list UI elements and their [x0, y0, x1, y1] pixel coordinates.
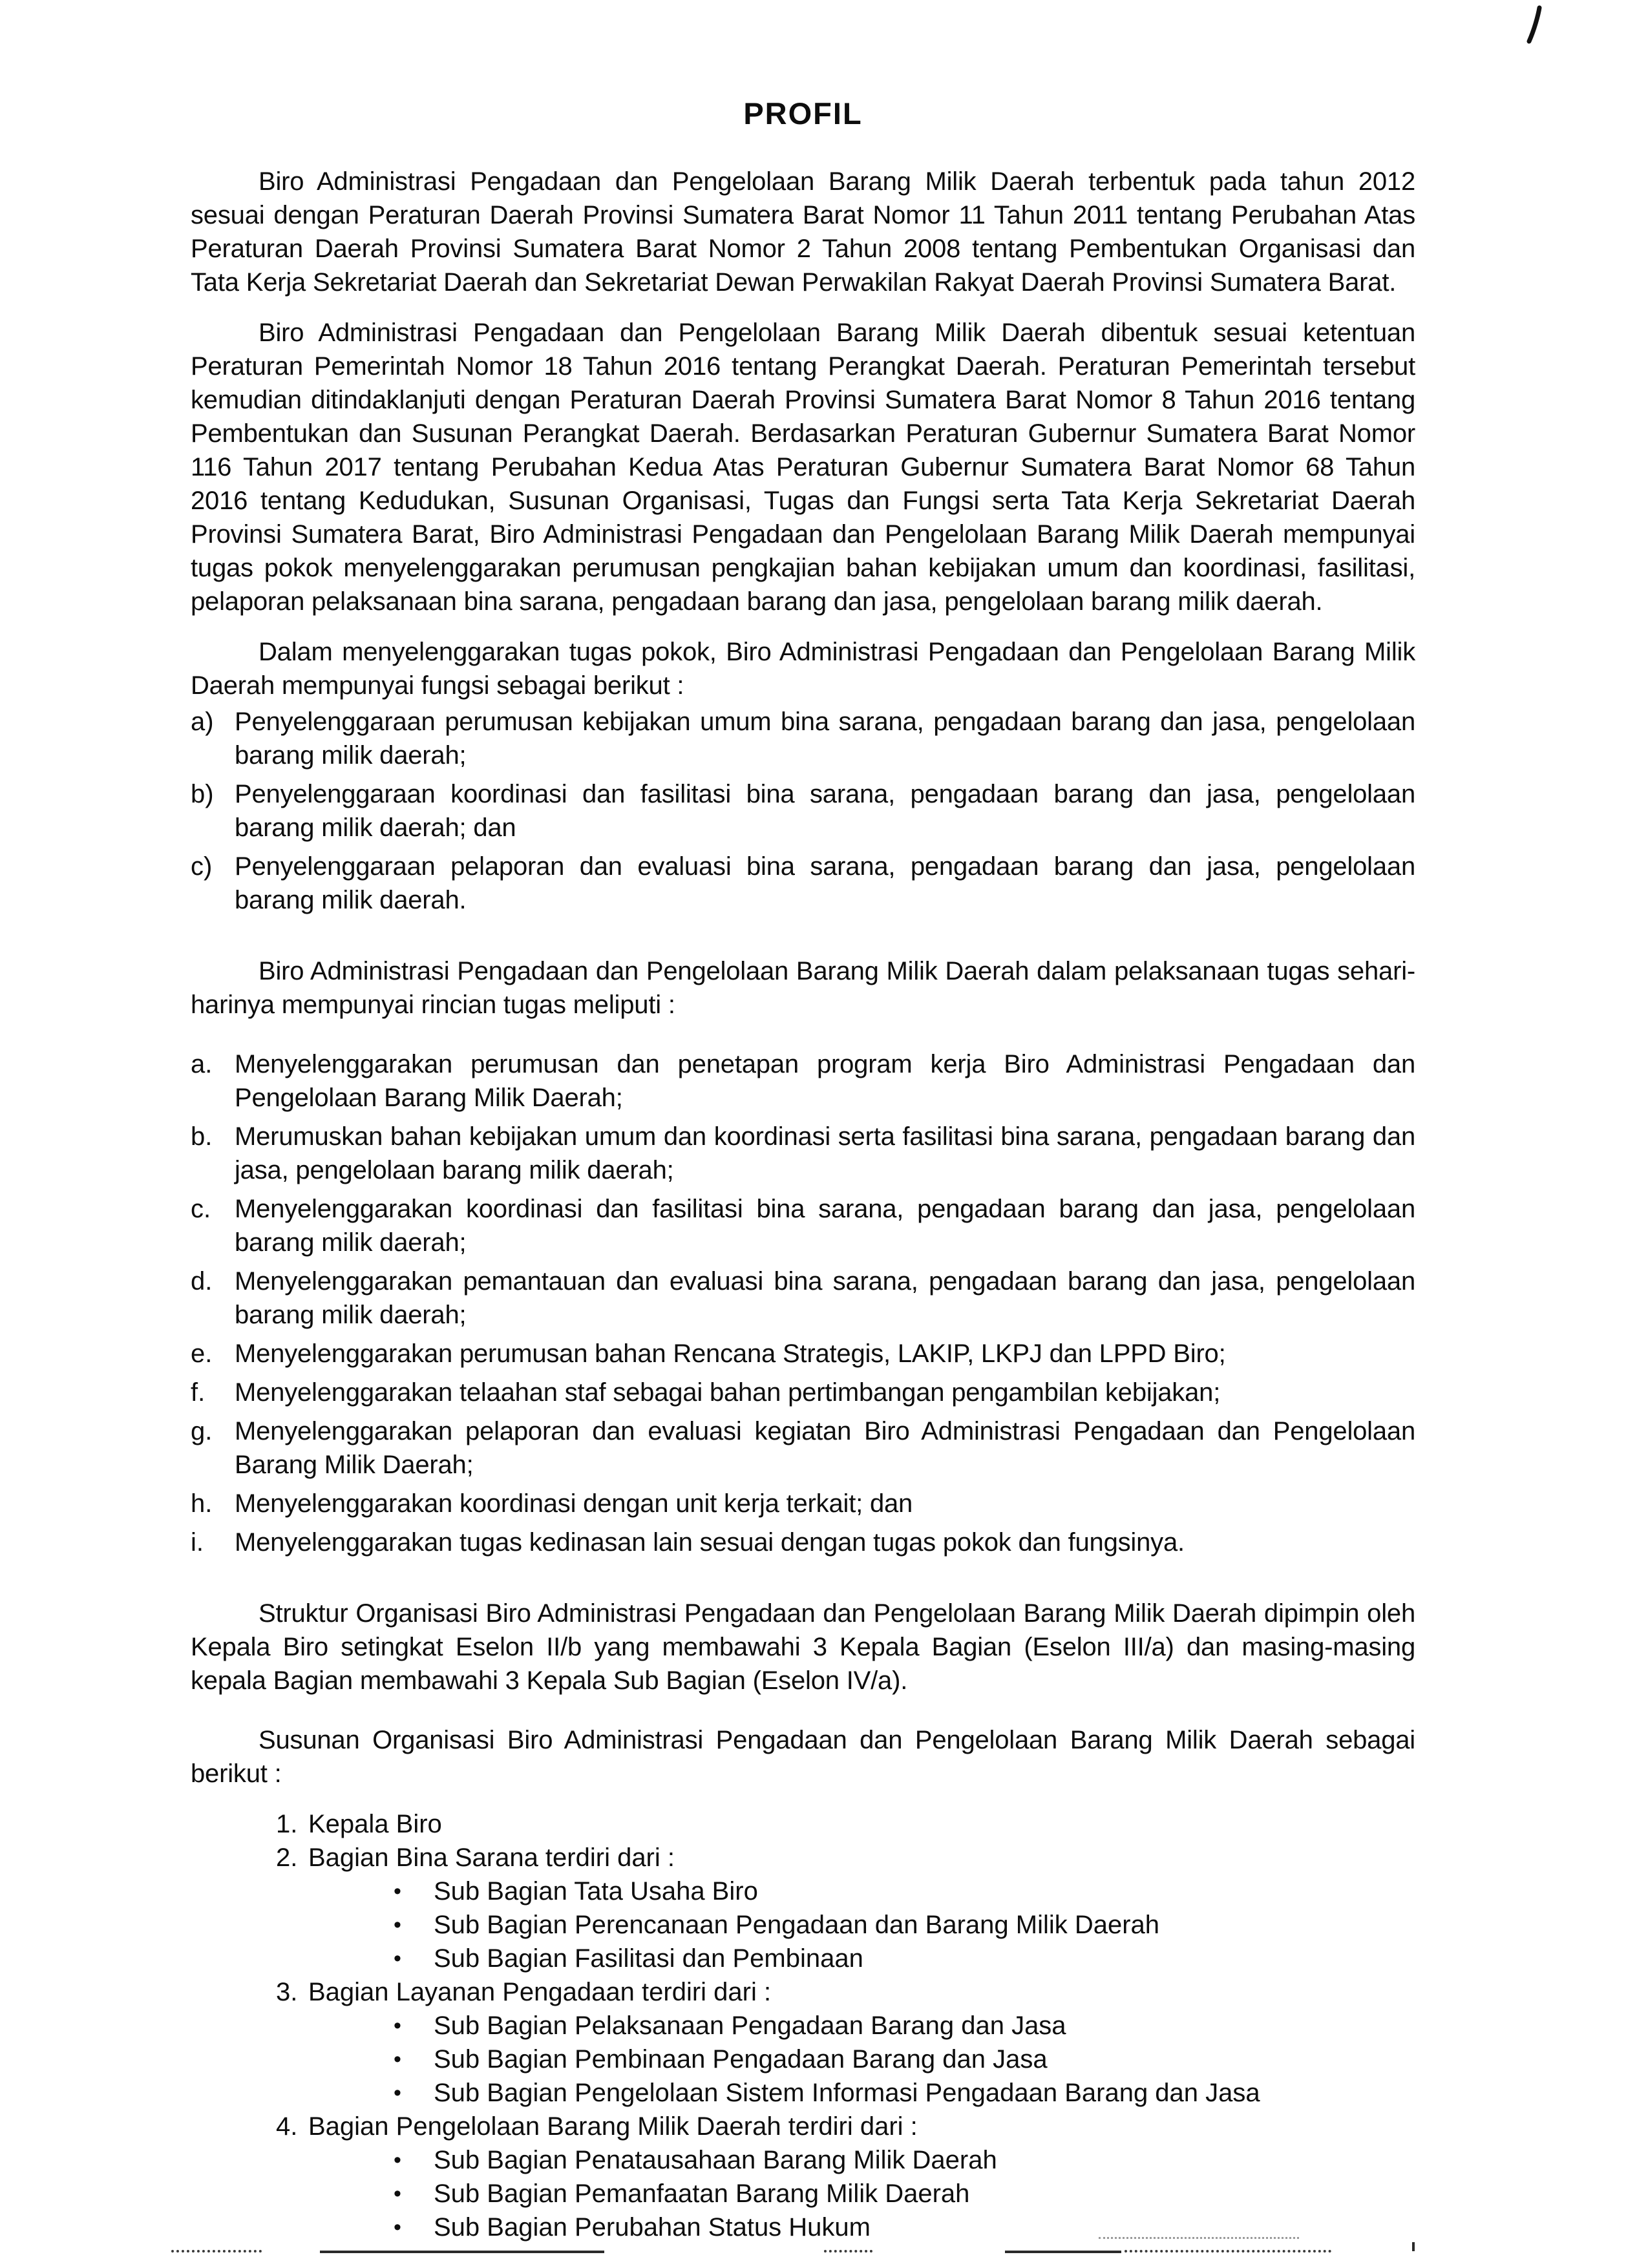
list-item-marker: g.	[191, 1417, 213, 1445]
list-item-text: Penyelenggaraan pelaporan dan evaluasi bina sarana, pengadaan barang dan jasa, pengelolaan barang milik daerah.	[235, 852, 1415, 914]
paragraph-struktur: Struktur Organisasi Biro Administrasi Pengadaan dan Pengelolaan Barang Milik Daerah dipimpin oleh Kepala Biro setingkat Eselon II/b yang membawahi 3 Kepala Bagian (Eselon III/a) dan masing-masing kepala Bagian membawahi 3 Kepala Sub Bagian (Eselon IV/a).	[191, 1599, 1415, 1695]
paragraph-susunan-intro: Susunan Organisasi Biro Administrasi Pengadaan dan Pengelolaan Barang Milik Daerah sebagai berikut :	[191, 1726, 1415, 1788]
list-item	[191, 1337, 1415, 1370]
list-item-marker: c.	[191, 1195, 211, 1223]
list-item	[191, 1120, 1415, 1187]
susunan-organisasi-list	[276, 1807, 1415, 2244]
bullet-icon: •	[394, 2047, 401, 2072]
sub-list-item-text: Sub Bagian Fasilitasi dan Pembinaan	[434, 1944, 863, 1973]
list-item-text: Menyelenggarakan telaahan staf sebagai bahan pertimbangan pengambilan kebijakan;	[235, 1378, 1221, 1407]
list-item-text: Menyelenggarakan pemantauan dan evaluasi bina sarana, pengadaan barang dan jasa, pengelolaan barang milik daerah;	[235, 1267, 1415, 1329]
list-item-text: Bagian Layanan Pengadaan terdiri dari :	[308, 1978, 772, 2006]
list-item	[276, 1841, 1415, 1874]
sub-list-item	[394, 2210, 1415, 2244]
list-item-text: Menyelenggarakan perumusan dan penetapan program kerja Biro Administrasi Pengadaan dan Pengelolaan Barang Milik Daerah;	[235, 1050, 1415, 1112]
scan-artifact-line	[1412, 2242, 1415, 2251]
list-item	[276, 1975, 1415, 2009]
list-item-marker: f.	[191, 1378, 206, 1407]
sub-list-item	[394, 1874, 1415, 1908]
sub-list-item	[394, 2076, 1415, 2110]
list-item-marker: 4.	[276, 2112, 298, 2141]
sub-list-item-text: Sub Bagian Pembinaan Pengadaan Barang dan Jasa	[434, 2045, 1048, 2074]
list-item-marker: i.	[191, 1528, 204, 1557]
list-item-marker: e.	[191, 1339, 213, 1368]
list-item	[191, 1047, 1415, 1115]
list-item-marker: a.	[191, 1050, 213, 1078]
scan-artifact-speckle	[1099, 2237, 1299, 2239]
scan-artifact-line	[824, 2250, 872, 2252]
bullet-icon: •	[394, 1913, 401, 1937]
paragraph-tugas-intro: Biro Administrasi Pengadaan dan Pengelolaan Barang Milik Daerah dalam pelaksanaan tugas sehari-harinya mempunyai rincian tugas meliputi :	[191, 957, 1415, 1019]
list-item-text: Menyelenggarakan pelaporan dan evaluasi kegiatan Biro Administrasi Pengadaan dan Pengelolaan Barang Milik Daerah;	[235, 1417, 1415, 1479]
bullet-icon: •	[394, 2081, 401, 2105]
scan-artifact-line	[320, 2251, 604, 2253]
sub-list-item-text: Sub Bagian Pengelolaan Sistem Informasi Pengadaan Barang dan Jasa	[434, 2079, 1260, 2107]
list-item	[191, 1376, 1415, 1409]
paragraph-fungsi-intro: Dalam menyelenggarakan tugas pokok, Biro Administrasi Pengadaan dan Pengelolaan Barang Milik Daerah mempunyai fungsi sebagai berikut :	[191, 638, 1415, 700]
list-item-marker: a)	[191, 708, 214, 736]
scan-artifact-line	[1125, 2250, 1331, 2252]
tugas-list	[191, 1047, 1415, 1559]
list-item-text: Merumuskan bahan kebijakan umum dan koordinasi serta fasilitasi bina sarana, pengadaan barang dan jasa, pengelolaan barang milik daerah;	[235, 1122, 1415, 1184]
bullet-icon: •	[394, 1946, 401, 1971]
list-item-text: Bagian Pengelolaan Barang Milik Daerah terdiri dari :	[308, 2112, 918, 2141]
list-item-text: Penyelenggaraan koordinasi dan fasilitasi bina sarana, pengadaan barang dan jasa, pengelolaan barang milik daerah; dan	[235, 780, 1415, 842]
sub-list-item-text: Sub Bagian Penatausahaan Barang Milik Daerah	[434, 2146, 997, 2174]
sub-list-item-text: Sub Bagian Tata Usaha Biro	[434, 1877, 758, 1906]
page-title: PROFIL	[743, 96, 863, 131]
list-item	[191, 850, 1415, 917]
list-item-marker: b.	[191, 1122, 213, 1151]
paragraph-legal-basis: Biro Administrasi Pengadaan dan Pengelolaan Barang Milik Daerah dibentuk sesuai ketentuan Peraturan Pemerintah Nomor 18 Tahun 2016 tentang Perangkat Daerah. Peraturan Pemerintah tersebut kemudian ditindaklanjuti dengan Peraturan Daerah Provinsi Sumatera Barat Nomor 8 Tahun 2016 tentang Pembentukan dan Susunan Perangkat Daerah. Berdasarkan Peraturan Gubernur Sumatera Barat Nomor 116 Tahun 2017 tentang Perubahan Kedua Atas Peraturan Gubernur Sumatera Barat Nomor 68 Tahun 2016 tentang Kedudukan, Susunan Organisasi, Tugas dan Fungsi serta Tata Kerja Sekretariat Daerah Provinsi Sumatera Barat, Biro Administrasi Pengadaan dan Pengelolaan Barang Milik Daerah mempunyai tugas pokok menyelenggarakan perumusan pengkajian bahan kebijakan umum dan koordinasi, fasilitasi, pelaporan pelaksanaan bina sarana, pengadaan barang dan jasa, pengelolaan barang milik daerah.	[191, 319, 1415, 616]
sub-list-item-text: Sub Bagian Perubahan Status Hukum	[434, 2213, 871, 2242]
sub-list-item	[394, 2009, 1415, 2042]
handwritten-slash-mark	[1520, 5, 1546, 45]
sub-list-item	[394, 1908, 1415, 1942]
list-item-marker: 1.	[276, 1810, 298, 1838]
paragraph-history: Biro Administrasi Pengadaan dan Pengelolaan Barang Milik Daerah terbentuk pada tahun 2012 sesuai dengan Peraturan Daerah Provinsi Sumatera Barat Nomor 11 Tahun 2011 tentang Perubahan Atas Peraturan Daerah Provinsi Sumatera Barat Nomor 2 Tahun 2008 tentang Pembentukan Organisasi dan Tata Kerja Sekretariat Daerah dan Sekretariat Dewan Perwakilan Rakyat Daerah Provinsi Sumatera Barat.	[191, 167, 1415, 297]
bullet-icon: •	[394, 2013, 401, 2038]
sub-list-item-text: Sub Bagian Pelaksanaan Pengadaan Barang dan Jasa	[434, 2011, 1066, 2040]
list-item-text: Menyelenggarakan koordinasi dan fasilitasi bina sarana, pengadaan barang dan jasa, pengelolaan barang milik daerah;	[235, 1195, 1415, 1257]
list-item	[191, 1487, 1415, 1520]
list-item-text: Menyelenggarakan koordinasi dengan unit kerja terkait; dan	[235, 1489, 913, 1518]
sub-list-item	[394, 2177, 1415, 2210]
list-item	[191, 1192, 1415, 1259]
list-item	[191, 777, 1415, 845]
bullet-icon: •	[394, 1879, 401, 1904]
list-item	[276, 1807, 1415, 1841]
list-item-text: Menyelenggarakan perumusan bahan Rencana Strategis, LAKIP, LKPJ dan LPPD Biro;	[235, 1339, 1226, 1368]
scan-artifact-line	[171, 2250, 262, 2252]
list-item-marker: b)	[191, 780, 214, 808]
list-item-marker: h.	[191, 1489, 213, 1518]
list-item-marker: d.	[191, 1267, 213, 1296]
sub-list-item	[394, 1942, 1415, 1975]
bullet-icon: •	[394, 2215, 401, 2240]
document-content	[191, 96, 1415, 2244]
list-item	[191, 1265, 1415, 1332]
sub-list-item	[394, 2042, 1415, 2076]
list-item-text: Kepala Biro	[308, 1810, 442, 1838]
list-item-marker: 2.	[276, 1843, 298, 1872]
list-item-marker: 3.	[276, 1978, 298, 2006]
sub-list-item-text: Sub Bagian Pemanfaatan Barang Milik Daerah	[434, 2179, 970, 2208]
scan-artifact-line	[1005, 2251, 1121, 2253]
list-item-text: Menyelenggarakan tugas kedinasan lain sesuai dengan tugas pokok dan fungsinya.	[235, 1528, 1185, 1557]
sub-list-item	[394, 2143, 1415, 2177]
bullet-icon: •	[394, 2181, 401, 2206]
bullet-icon: •	[394, 2148, 401, 2172]
list-item	[191, 1526, 1415, 1559]
list-item	[191, 705, 1415, 772]
list-item-text: Bagian Bina Sarana terdiri dari :	[308, 1843, 675, 1872]
sub-list-item-text: Sub Bagian Perencanaan Pengadaan dan Barang Milik Daerah	[434, 1911, 1160, 1939]
list-item-text: Penyelenggaraan perumusan kebijakan umum bina sarana, pengadaan barang dan jasa, pengelolaan barang milik daerah;	[235, 708, 1415, 770]
list-item	[191, 1414, 1415, 1482]
fungsi-list	[191, 705, 1415, 917]
list-item-marker: c)	[191, 852, 213, 881]
list-item	[276, 2110, 1415, 2143]
